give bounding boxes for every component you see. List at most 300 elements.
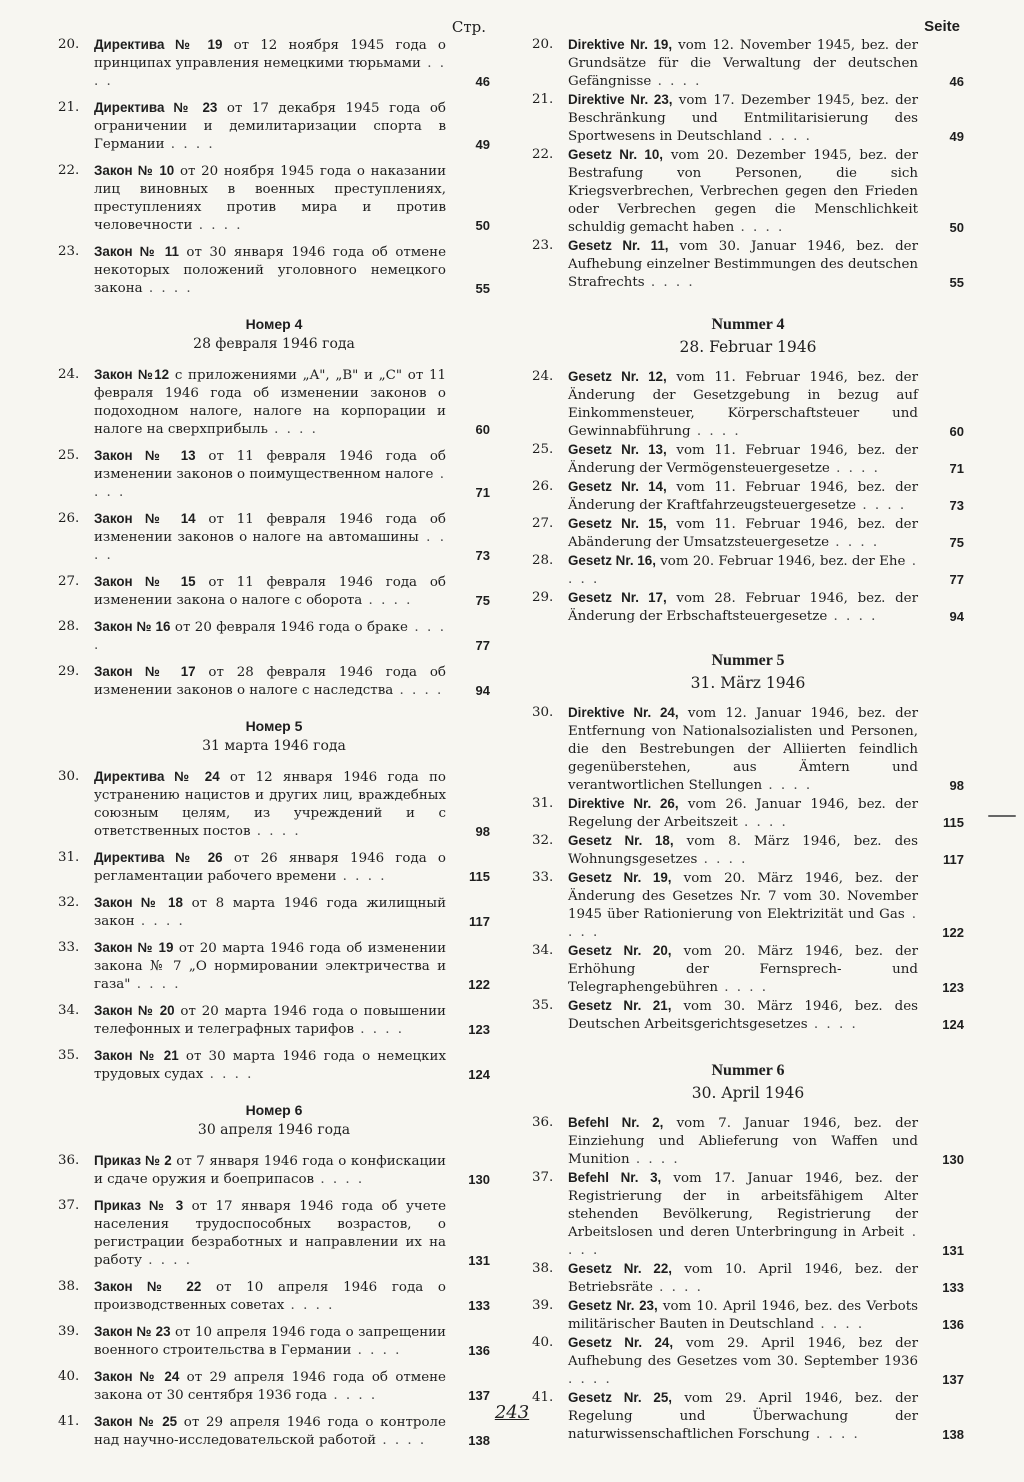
entry-body bbox=[568, 869, 964, 942]
entry-act-type: Direktive Nr. 24, bbox=[568, 705, 679, 720]
toc-entry bbox=[58, 894, 490, 931]
toc-entry bbox=[532, 146, 964, 237]
entry-page-number: 136 bbox=[468, 1343, 490, 1358]
dot-leader: . . . . bbox=[336, 869, 387, 884]
entry-body bbox=[568, 1334, 964, 1389]
entry-description: от 17 января 1946 года об учете населения трудоспособных возрастов, о регистрации безработных и направлении их на работу bbox=[94, 1199, 446, 1268]
entry-number: 34. bbox=[58, 1003, 80, 1018]
dot-leader: . . . . bbox=[94, 467, 447, 500]
dot-leader: . . . . bbox=[192, 218, 243, 233]
entry-act-type: Gesetz Nr. 25, bbox=[568, 1390, 673, 1405]
entry-description: от 11 февраля 1946 года об изменении закона о налоге с оборота bbox=[94, 575, 446, 608]
entry-page-number: 123 bbox=[468, 1022, 490, 1037]
entry-text bbox=[568, 91, 918, 146]
entry-description: vom 11. Februar 1946, bez. der Abänderung der Umsatzsteuergesetze bbox=[568, 517, 918, 550]
entry-description: от 30 января 1946 года об отмене некоторых положений уголовного немецкого закона bbox=[94, 245, 446, 296]
entry-text bbox=[94, 366, 446, 439]
entry-description: от 10 апреля 1946 года о производственных советах bbox=[94, 1280, 446, 1313]
entry-page-number: 137 bbox=[468, 1388, 490, 1403]
entry-number: 28. bbox=[532, 553, 554, 568]
entry-description: от 29 апреля 1946 года об отмене закона от 30 сентября 1936 года bbox=[94, 1370, 446, 1403]
entry-act-type: Direktive Nr. 19, bbox=[568, 37, 673, 52]
entry-act-type: Gesetz Nr. 17, bbox=[568, 590, 667, 605]
entry-text bbox=[94, 1152, 446, 1189]
toc-entry bbox=[532, 832, 964, 869]
section-title: Nummer 4 bbox=[711, 316, 785, 333]
entry-text bbox=[568, 1114, 918, 1169]
entry-number: 23. bbox=[58, 244, 80, 259]
toc-entry bbox=[532, 441, 964, 478]
toc-entry bbox=[532, 515, 964, 552]
entry-body bbox=[94, 99, 490, 154]
entry-description: vom 8. März 1946, bez. des Wohnungsgesetzes bbox=[568, 834, 918, 867]
entry-number: 27. bbox=[532, 516, 554, 531]
entry-description: vom 20. März 1946, bez. der Änderung des Gesetzes Nr. 7 vom 30. November 1945 über Rationierung von Elektrizität und Gas bbox=[568, 871, 918, 922]
entry-page-number: 98 bbox=[475, 824, 490, 839]
entry-act-type: Закон №12 bbox=[94, 367, 170, 382]
entry-number: 37. bbox=[58, 1198, 80, 1213]
toc-entry bbox=[532, 942, 964, 997]
dot-leader: . . . . bbox=[94, 620, 446, 653]
entry-description: от 30 марта 1946 года о немецких трудовых судах bbox=[94, 1049, 446, 1082]
entry-act-type: Gesetz Nr. 16, bbox=[568, 553, 656, 568]
entry-text bbox=[94, 618, 446, 655]
toc-entry bbox=[58, 36, 490, 91]
entry-description: vom 20. März 1946, bez. der Erhöhung der Fernsprech- und Telegraphengebühren bbox=[568, 944, 918, 995]
entry-text bbox=[568, 441, 918, 478]
entry-page-number: 124 bbox=[942, 1017, 964, 1032]
entry-page-number: 98 bbox=[949, 778, 964, 793]
entry-number: 29. bbox=[58, 664, 80, 679]
entry-body bbox=[568, 1260, 964, 1297]
entry-page-number: 73 bbox=[475, 548, 490, 563]
entry-description: vom 17. Januar 1946, bez. der Registrierung der in arbeitsfähigem Alter stehenden Bevölkerung, Registrierung der Arbeitslosen und deren Unterbringung in Arbeit bbox=[568, 1171, 918, 1240]
dot-leader: . . . . bbox=[690, 424, 741, 439]
entry-number: 28. bbox=[58, 619, 80, 634]
dot-leader: . . . . bbox=[762, 778, 813, 793]
entry-body bbox=[94, 1002, 490, 1039]
dot-leader: . . . . bbox=[568, 1372, 612, 1387]
entry-text bbox=[94, 99, 446, 154]
entry-description: vom 12. Januar 1946, bez. der Entfernung von Nationalsozialisten und Personen, die den Bestrebungen der Alliierten feindlich gegenüberstehen, aus Ämtern und verantwortlichen Stellungen bbox=[568, 706, 918, 793]
page-column-header: Seite bbox=[924, 18, 960, 35]
entry-body bbox=[94, 894, 490, 931]
entry-page-number: 77 bbox=[475, 638, 490, 653]
entry-description: vom 29. April 1946, bez der Aufhebung des Gesetzes vom 30. September 1936 bbox=[568, 1336, 918, 1369]
entry-text bbox=[568, 478, 918, 515]
entry-body bbox=[568, 795, 964, 832]
section-title: Номер 6 bbox=[245, 1102, 303, 1118]
entry-number: 36. bbox=[58, 1153, 80, 1168]
entry-description: от 20 февраля 1946 года о браке bbox=[170, 620, 408, 635]
toc-entry bbox=[532, 1334, 964, 1389]
entry-text bbox=[568, 1334, 918, 1389]
dot-leader: . . . . bbox=[814, 1317, 865, 1332]
dot-leader: . . . . bbox=[718, 980, 769, 995]
toc-entry bbox=[58, 768, 490, 841]
entry-description: от 7 января 1946 года о конфискации и сдаче оружия и боеприпасов bbox=[94, 1154, 446, 1187]
entry-body bbox=[94, 243, 490, 298]
entry-description: vom 28. Februar 1946, bez. der Änderung der Erbschaftsteuergesetze bbox=[568, 591, 918, 624]
entry-text bbox=[94, 768, 446, 841]
entry-number: 29. bbox=[532, 590, 554, 605]
entry-body bbox=[568, 1169, 964, 1260]
dot-leader: . . . . bbox=[376, 1433, 427, 1448]
dot-leader: . . . . bbox=[737, 815, 788, 830]
toc-entry bbox=[58, 243, 490, 298]
dot-leader: . . . . bbox=[629, 1152, 680, 1167]
entry-page-number: 75 bbox=[475, 593, 490, 608]
entry-number: 31. bbox=[532, 796, 554, 811]
entry-description: vom 30. Januar 1946, bez. der Aufhebung einzelner Bestimmungen des deutschen Strafrechts bbox=[568, 239, 919, 290]
entry-text bbox=[94, 573, 446, 610]
dot-leader: . . . . bbox=[568, 1225, 919, 1258]
entry-body bbox=[568, 1297, 964, 1334]
toc-entry bbox=[532, 552, 964, 589]
entry-body bbox=[568, 589, 964, 626]
entry-description: от 8 марта 1946 года жилищный закон bbox=[94, 896, 446, 929]
section-date: 30 апреля 1946 года bbox=[197, 1122, 351, 1138]
entry-number: 39. bbox=[58, 1324, 80, 1339]
toc-entry bbox=[532, 795, 964, 832]
entry-act-type: Gesetz Nr. 20, bbox=[568, 943, 672, 958]
entry-page-number: 55 bbox=[949, 275, 964, 290]
entry-body bbox=[94, 939, 490, 994]
toc-entry bbox=[532, 91, 964, 146]
dot-leader: . . . . bbox=[164, 137, 215, 152]
entry-description: vom 29. April 1946, bez. der Regelung und Überwachung der naturwissenschaftlichen Forschung bbox=[568, 1391, 918, 1442]
entry-body bbox=[94, 663, 490, 700]
entry-number: 25. bbox=[58, 448, 80, 463]
dot-leader: . . . . bbox=[142, 281, 193, 296]
entry-text bbox=[94, 894, 446, 931]
entry-act-type: Закон № 18 bbox=[94, 895, 183, 910]
entry-body bbox=[94, 573, 490, 610]
entry-description: от 12 января 1946 года по устранению нацистов и других лиц, враждебных союзным целям, из учреждений и с ответственных постов bbox=[94, 770, 446, 839]
entry-description: от 11 февраля 1946 года об изменении законов о налоге на автомашины bbox=[94, 512, 446, 545]
entry-act-type: Befehl Nr. 2, bbox=[568, 1115, 664, 1130]
dot-leader: . . . . bbox=[761, 129, 812, 144]
entry-text bbox=[94, 849, 446, 886]
entry-number: 41. bbox=[532, 1390, 554, 1405]
entry-act-type: Закон № 24 bbox=[94, 1369, 180, 1384]
entry-page-number: 123 bbox=[942, 980, 964, 995]
entry-body bbox=[568, 704, 964, 795]
entry-number: 22. bbox=[532, 147, 554, 162]
toc-entry bbox=[532, 997, 964, 1034]
entry-text bbox=[94, 1368, 446, 1405]
entry-body bbox=[568, 942, 964, 997]
toc-entry bbox=[58, 618, 490, 655]
toc-entry bbox=[532, 36, 964, 91]
entry-act-type: Gesetz Nr. 12, bbox=[568, 369, 667, 384]
entry-act-type: Закон № 14 bbox=[94, 511, 196, 526]
toc-entry bbox=[58, 510, 490, 565]
entry-number: 21. bbox=[58, 100, 80, 115]
dot-leader: . . . . bbox=[203, 1067, 254, 1082]
entry-act-type: Gesetz Nr. 19, bbox=[568, 870, 672, 885]
section-date: 28. Februar 1946 bbox=[679, 338, 817, 356]
entry-body bbox=[94, 162, 490, 235]
dot-leader: . . . . bbox=[652, 1280, 703, 1295]
entry-number: 38. bbox=[58, 1279, 80, 1294]
entry-page-number: 122 bbox=[468, 977, 490, 992]
dot-leader: . . . . bbox=[856, 498, 907, 513]
entry-page-number: 136 bbox=[942, 1317, 964, 1332]
entry-page-number: 49 bbox=[475, 137, 490, 152]
entry-text bbox=[94, 447, 446, 502]
toc-entry bbox=[58, 663, 490, 700]
entry-number: 37. bbox=[532, 1170, 554, 1185]
entry-act-type: Закон № 16 bbox=[94, 619, 171, 634]
entry-page-number: 46 bbox=[949, 74, 964, 89]
dot-leader: . . . . bbox=[568, 907, 918, 940]
entry-description: с приложениями „A", „B" и „C" от 11 февраля 1946 года об изменении законов о подоходном налоге, налоге на корпорации и налоге на сверхприбыль bbox=[94, 368, 446, 437]
dot-leader: . . . . bbox=[94, 530, 447, 563]
entry-text bbox=[94, 243, 446, 298]
section-date: 31. März 1946 bbox=[690, 674, 806, 692]
entry-body bbox=[94, 447, 490, 502]
entry-body bbox=[568, 146, 964, 237]
entry-text bbox=[94, 1278, 446, 1315]
entry-page-number: 131 bbox=[468, 1253, 490, 1268]
entry-body bbox=[94, 1278, 490, 1315]
page-column-header: Стр. bbox=[451, 18, 486, 36]
entry-body bbox=[568, 91, 964, 146]
page-number: 243 bbox=[494, 1402, 530, 1423]
entry-text bbox=[568, 997, 918, 1034]
entry-text bbox=[568, 869, 918, 942]
entry-act-type: Gesetz Nr. 13, bbox=[568, 442, 667, 457]
entry-page-number: 133 bbox=[942, 1280, 964, 1295]
entry-page-number: 71 bbox=[949, 461, 964, 476]
entry-text bbox=[568, 795, 918, 832]
section-title: Номер 5 bbox=[245, 718, 303, 734]
entry-page-number: 131 bbox=[942, 1243, 964, 1258]
section-title: Nummer 6 bbox=[711, 1062, 785, 1079]
entry-number: 23. bbox=[532, 238, 554, 253]
entry-page-number: 50 bbox=[475, 218, 490, 233]
entry-act-type: Закон № 22 bbox=[94, 1279, 202, 1294]
entry-page-number: 73 bbox=[949, 498, 964, 513]
entry-number: 41. bbox=[58, 1414, 80, 1429]
dot-leader: . . . . bbox=[141, 1253, 193, 1268]
dot-leader: . . . . bbox=[134, 914, 185, 929]
toc-entry bbox=[58, 447, 490, 502]
entry-description: от 20 ноября 1945 года о наказании лиц виновных в военных преступлениях, преступлениях против мира и против человечности bbox=[94, 164, 446, 233]
german-toc-list bbox=[532, 36, 964, 1444]
entry-page-number: 46 bbox=[475, 74, 490, 89]
entry-text bbox=[568, 942, 918, 997]
entry-number: 32. bbox=[532, 833, 554, 848]
entry-act-type: Директива № 26 bbox=[94, 850, 223, 865]
entry-act-type: Закон № 11 bbox=[94, 244, 179, 259]
toc-entry bbox=[58, 1278, 490, 1315]
entry-text bbox=[568, 368, 918, 441]
entry-act-type: Befehl Nr. 3, bbox=[568, 1170, 662, 1185]
dot-leader: . . . . bbox=[644, 275, 695, 290]
entry-act-type: Gesetz Nr. 23, bbox=[568, 1298, 658, 1313]
entry-description: от 26 января 1946 года о регламентации рабочего времени bbox=[94, 851, 446, 884]
section-heading bbox=[58, 718, 490, 754]
entry-description: vom 30. März 1946, bez. des Deutschen Arbeitsgerichtsgesetzes bbox=[568, 999, 918, 1032]
entry-text bbox=[568, 36, 918, 91]
toc-entry bbox=[58, 1047, 490, 1084]
entry-page-number: 133 bbox=[468, 1298, 490, 1313]
entry-text bbox=[94, 510, 446, 565]
section-date: 28 февраля 1946 года bbox=[193, 336, 355, 352]
entry-act-type: Закон № 19 bbox=[94, 940, 174, 955]
entry-body bbox=[94, 1323, 490, 1360]
entry-act-type: Gesetz Nr. 14, bbox=[568, 479, 667, 494]
section-date: 30. April 1946 bbox=[691, 1084, 805, 1102]
entry-description: от 29 апреля 1946 года о контроле над научно-исследовательской работой bbox=[94, 1415, 446, 1448]
entry-number: 40. bbox=[58, 1369, 80, 1384]
entry-page-number: 94 bbox=[475, 683, 490, 698]
toc-entry bbox=[532, 478, 964, 515]
entry-number: 21. bbox=[532, 92, 554, 107]
section-heading bbox=[532, 652, 964, 692]
entry-body bbox=[568, 36, 964, 91]
section-heading bbox=[532, 1062, 964, 1102]
entry-page-number: 130 bbox=[942, 1152, 964, 1167]
toc-entry bbox=[58, 1152, 490, 1189]
entry-act-type: Закон № 20 bbox=[94, 1003, 175, 1018]
dot-leader: . . . . bbox=[94, 56, 446, 89]
entry-act-type: Приказ № 3 bbox=[94, 1198, 184, 1213]
dot-leader: . . . . bbox=[829, 535, 880, 550]
entry-description: vom 17. Dezember 1945, bez. der Beschränkung und Entmilitarisierung des Sportwesens in Deutschland bbox=[568, 93, 918, 144]
entry-number: 24. bbox=[532, 369, 554, 384]
entry-text bbox=[568, 832, 918, 869]
entry-body bbox=[94, 510, 490, 565]
entry-text bbox=[568, 1169, 918, 1260]
entry-number: 26. bbox=[532, 479, 554, 494]
entry-act-type: Gesetz Nr. 22, bbox=[568, 1261, 673, 1276]
entry-body bbox=[94, 849, 490, 886]
entry-act-type: Gesetz Nr. 18, bbox=[568, 833, 674, 848]
entry-text bbox=[568, 589, 918, 626]
toc-entry bbox=[532, 1260, 964, 1297]
dot-leader: . . . . bbox=[734, 220, 785, 235]
toc-entry bbox=[58, 1368, 490, 1405]
entry-page-number: 77 bbox=[949, 572, 964, 587]
entry-act-type: Закон № 13 bbox=[94, 448, 196, 463]
toc-entry bbox=[58, 849, 490, 886]
entry-page-number: 71 bbox=[475, 485, 490, 500]
entry-number: 32. bbox=[58, 895, 80, 910]
entry-description: от 28 февраля 1946 года об изменении законов о налоге с наследства bbox=[94, 665, 446, 698]
margin-pencil-mark bbox=[988, 815, 1016, 817]
entry-number: 20. bbox=[58, 37, 80, 52]
toc-entry bbox=[58, 1002, 490, 1039]
entry-body bbox=[568, 515, 964, 552]
entry-body bbox=[94, 618, 490, 655]
entry-text bbox=[94, 1323, 446, 1360]
entry-number: 39. bbox=[532, 1298, 554, 1313]
entry-description: vom 10. April 1946, bez. des Verbots militärischer Bauten in Deutschland bbox=[568, 1299, 918, 1332]
entry-number: 35. bbox=[58, 1048, 80, 1063]
entry-act-type: Закон № 15 bbox=[94, 574, 196, 589]
section-heading bbox=[58, 316, 490, 352]
entry-page-number: 115 bbox=[469, 869, 490, 884]
dot-leader: . . . . bbox=[267, 422, 318, 437]
entry-text bbox=[568, 237, 918, 292]
toc-entry bbox=[58, 939, 490, 994]
toc-entry bbox=[532, 368, 964, 441]
toc-entry bbox=[58, 162, 490, 235]
entry-body bbox=[568, 832, 964, 869]
toc-entry bbox=[532, 869, 964, 942]
entry-act-type: Gesetz Nr. 10, bbox=[568, 147, 664, 162]
entry-text bbox=[94, 1002, 446, 1039]
entry-body bbox=[94, 36, 490, 91]
entry-act-type: Gesetz Nr. 24, bbox=[568, 1335, 674, 1350]
entry-description: vom 7. Januar 1946, bez. der Einziehung und Ablieferung von Waffen und Munition bbox=[568, 1116, 918, 1167]
entry-text bbox=[94, 939, 446, 994]
entry-description: от 17 декабря 1945 года об ограничении и демилитаризации спорта в Германии bbox=[94, 101, 446, 152]
entry-act-type: Direktive Nr. 23, bbox=[568, 92, 673, 107]
entry-body bbox=[568, 552, 964, 589]
entry-text bbox=[568, 552, 918, 589]
dot-leader: . . . . bbox=[362, 593, 413, 608]
entry-act-type: Директива № 24 bbox=[94, 769, 220, 784]
entry-page-number: 75 bbox=[949, 535, 964, 550]
section-title: Номер 4 bbox=[245, 316, 303, 332]
russian-toc-list bbox=[58, 36, 490, 1458]
dot-leader: . . . . bbox=[393, 683, 444, 698]
entry-text bbox=[568, 515, 918, 552]
entry-page-number: 115 bbox=[943, 815, 964, 830]
entry-body bbox=[94, 1047, 490, 1084]
entry-description: от 12 ноября 1945 года о принципах управления немецкими тюрьмами bbox=[94, 38, 446, 71]
entry-number: 33. bbox=[58, 940, 80, 955]
entry-number: 30. bbox=[58, 769, 80, 784]
entry-act-type: Закон № 21 bbox=[94, 1048, 179, 1063]
entry-description: vom 11. Februar 1946, bez. der Änderung der Kraftfahrzeugsteuergesetze bbox=[568, 480, 918, 513]
toc-entry bbox=[532, 237, 964, 292]
entry-page-number: 60 bbox=[475, 422, 490, 437]
dot-leader: . . . . bbox=[807, 1017, 858, 1032]
entry-number: 25. bbox=[532, 442, 554, 457]
entry-page-number: 55 bbox=[475, 281, 490, 296]
entry-number: 33. bbox=[532, 870, 554, 885]
entry-page-number: 117 bbox=[469, 914, 490, 929]
entry-act-type: Gesetz Nr. 11, bbox=[568, 238, 669, 253]
entry-number: 38. bbox=[532, 1261, 554, 1276]
entry-number: 27. bbox=[58, 574, 80, 589]
dot-leader: . . . . bbox=[568, 554, 919, 587]
entry-page-number: 94 bbox=[949, 609, 964, 624]
toc-entry bbox=[58, 1323, 490, 1360]
section-heading bbox=[532, 316, 964, 356]
entry-act-type: Закон № 17 bbox=[94, 664, 196, 679]
toc-entry bbox=[532, 589, 964, 626]
entry-page-number: 49 bbox=[949, 129, 964, 144]
entry-body bbox=[94, 1152, 490, 1189]
entry-text bbox=[94, 162, 446, 235]
entry-act-type: Direktive Nr. 26, bbox=[568, 796, 679, 811]
dot-leader: . . . . bbox=[651, 74, 702, 89]
entry-text bbox=[94, 36, 446, 91]
toc-entry bbox=[532, 704, 964, 795]
entry-page-number: 130 bbox=[468, 1172, 490, 1187]
entry-number: 24. bbox=[58, 367, 80, 382]
dot-leader: . . . . bbox=[809, 1427, 860, 1442]
entry-act-type: Gesetz Nr. 21, bbox=[568, 998, 672, 1013]
entry-description: vom 20. Februar 1946, bez. der Ehe bbox=[655, 554, 906, 569]
entry-act-type: Закон № 10 bbox=[94, 163, 175, 178]
